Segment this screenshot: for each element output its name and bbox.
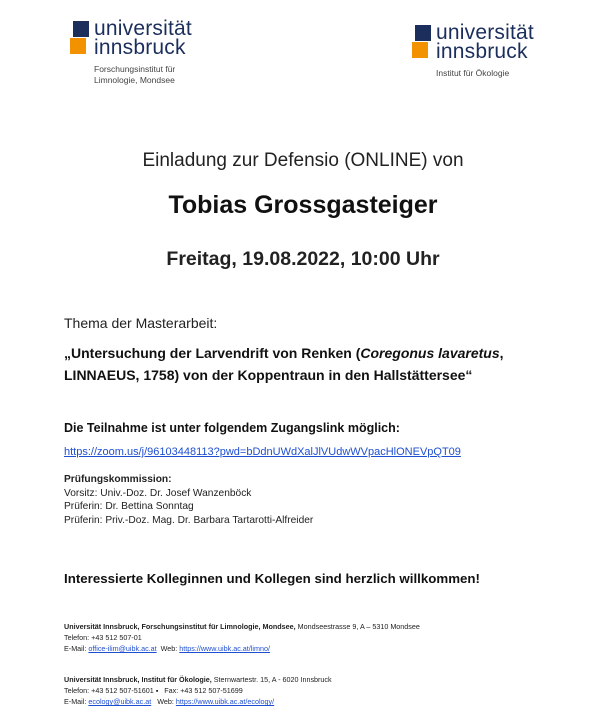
footer2-org: Universität Innsbruck, Institut für Ökologie, — [64, 675, 212, 684]
footer2-email-label: E-Mail: — [64, 697, 89, 706]
logo-left-sub-2: Limnologie, Mondsee — [94, 75, 175, 85]
logo-right-name-2: innsbruck — [436, 40, 528, 63]
footer1-web-link[interactable]: https://www.uibk.ac.at/limno/ — [179, 644, 270, 653]
thesis-title-part1: „Untersuchung der Larvendrift von Renken ( — [64, 345, 361, 361]
logo-right-sub-1: Institut für Ökologie — [436, 68, 510, 78]
footer-limnology — [64, 621, 420, 654]
species-name: Coregonus lavaretus — [360, 345, 500, 361]
committee-member: Prüferin: Priv.-Doz. Mag. Dr. Barbara Tartarotti-Alfreider — [64, 514, 314, 526]
footer-ecology — [64, 674, 332, 707]
topic-label: Thema der Masterarbeit: — [64, 315, 218, 331]
defense-date: Freitag, 19.08.2022, 10:00 Uhr — [166, 248, 440, 270]
committee — [64, 473, 313, 527]
university-logo-mark — [412, 25, 431, 59]
committee-member: Prüferin: Dr. Bettina Sonntag — [64, 501, 194, 512]
footer2-phone: Telefon: +43 512 507-51601 ▪ Fax: +43 512 507-51699 — [64, 686, 243, 695]
footer2-address: Sternwartestr. 15, A - 6020 Innsbruck — [211, 675, 332, 684]
invitation-line: Einladung zur Defensio (ONLINE) von — [142, 150, 464, 171]
zoom-link[interactable]: https://zoom.us/j/96103448113?pwd=bDdnUWdXalJlVUdwWVpacHlONEVpQT09 — [64, 446, 461, 458]
footer1-web-label: Web: — [156, 644, 180, 653]
logo-left-name-1: universität — [94, 17, 192, 40]
logo-left-sub-1: Forschungsinstitut für — [94, 64, 176, 74]
footer1-email-label: E-Mail: — [64, 644, 89, 653]
footer2-web-label: Web: — [151, 697, 176, 706]
footer1-email-link[interactable]: office-ilim@uibk.ac.at — [88, 644, 157, 653]
logo-right-name-1: universität — [436, 21, 534, 44]
thesis-title-part3: LINNAEUS, 1758) von der Koppentraun in den Hallstättersee“ — [64, 367, 473, 383]
footer1-org: Universität Innsbruck, Forschungsinstitut für Limnologie, Mondsee, — [64, 622, 296, 631]
welcome-message: Interessierte Kolleginnen und Kollegen sind herzlich willkommen! — [64, 571, 480, 586]
footer1-address: Mondseestrasse 9, A – 5310 Mondsee — [295, 622, 420, 631]
footer1-phone: Telefon: +43 512 507-01 — [64, 633, 142, 642]
access-text: Die Teilnahme ist unter folgendem Zugangslink möglich: — [64, 421, 400, 435]
thesis-title-part2: , — [499, 345, 504, 361]
candidate-name: Tobias Grossgasteiger — [168, 191, 438, 219]
committee-heading: Prüfungskommission: — [64, 474, 172, 485]
footer2-email-link[interactable]: ecology@uibk.ac.at — [88, 697, 152, 706]
university-logo-mark — [70, 21, 89, 55]
logo-left-name-2: innsbruck — [94, 36, 186, 59]
committee-member: Vorsitz: Univ.-Doz. Dr. Josef Wanzenböck — [64, 487, 252, 499]
logo-limnology — [70, 19, 192, 86]
logo-ecology — [412, 23, 534, 79]
footer2-web-link[interactable]: https://www.uibk.ac.at/ecology/ — [175, 697, 275, 706]
thesis-title — [64, 342, 554, 386]
